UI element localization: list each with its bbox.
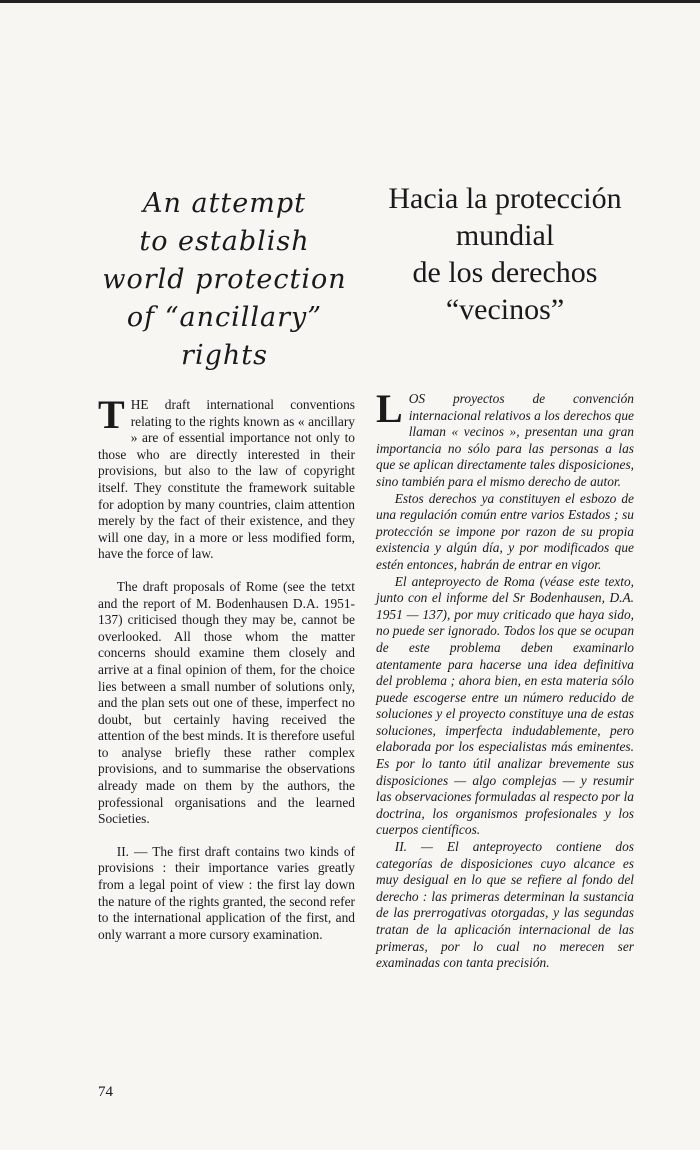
page-number: 74 [98,1084,113,1100]
spanish-paragraph-2: Estos derechos ya constituyen el esbozo de una regulación común entre varios Estados ; su protección se impone por razon de su propia existencia y algún día, y por modificados que estén entonces, habrán de entrar en vigor. [376,490,634,572]
english-title-line-4: of “ancillary” rights [126,302,323,371]
english-paragraph-1 [98,392,355,563]
english-paragraph-2: The draft proposals of Rome (see the tetxt and the report of M. Bodenhausen D.A. 1951-137) criticised though they may be, cannot be overlooked. All those whom the matter concerns should examine them closely and arrive at a final opinion of them, for the choice lies between a small number of solutions only, and the plan sets out one of these, imperfect no doubt, but certainly having received the attention of the best minds. It is therefore useful to analyse briefly these rather complex provisions, and to summarise the observations already made on them by the authors, the professional organisations and the learned Societies. [98,578,355,827]
spanish-title-line-3: de los derechos [412,256,598,289]
spanish-title-line-2: mundial [455,219,555,252]
spanish-title-line-1: Hacia la protección [388,182,622,215]
spanish-paragraph-3: El anteproyecto de Roma (véase este texto, junto con el informe del Sr Bodenhausen, D.A. 1951 — 137), por muy criticado que haya sido, no puede ser ignorado. Todos los que se ocupan de este problema deben examinarlo atentamente para hacerse una idea definitiva del problema ; ahora bien, en esta materia sólo puede escogerse entre un número reducido de soluciones y el proyecto constituye una de estas soluciones, imperfecta indudablemente, pero elaborada por los especialistas más eminentes. Es por lo tanto útil analizar brevemente sus disposiciones — algo complejas — y resumir las observaciones formuladas al respecto por la doctrina, los organismos profesionales y los cuerpos científicos. [376,573,635,838]
english-title [92,185,357,375]
spanish-column [376,386,635,972]
english-paragraph-1-text: HE draft international conventions relating to the rights known as « ancillary » are of essential importance not only to those who are directly interested in their provisions, but also to the law of copyright itself. They constitute the framework suitable for adoption by many countries, claim attention merely by the fact of their existence, and they will one day, in a more or less modified form, have the force of law. [98,397,355,562]
spanish-dropcap: L [376,386,403,431]
spanish-paragraph-1-text: OS proyectos de convención internacional relativos a los derechos que llaman « vecinos », presentan una gran importancia no sólo para las personas a las que se aplican directamente tales disposiciones, sino también para el mismo derecho de autor. [376,391,634,489]
english-title-line-1: An attempt [143,188,306,219]
spanish-title [385,180,625,328]
english-title-line-2: to establish [139,226,310,257]
english-title-line-3: world protection [102,264,347,295]
english-column [98,392,355,943]
english-paragraph-3: II. — The first draft contains two kinds of provisions : their importance varies greatly from a legal point of view : the first lay down the nature of the rights granted, the second refer to the international application of the first, and only warrant a more cursory examination. [98,843,355,942]
spanish-title-line-4: “vecinos” [445,293,565,326]
english-dropcap: T [98,392,125,437]
spanish-paragraph-4: II. — El anteproyecto contiene dos categorías de disposiciones cuyo alcance es muy desigual en lo que se refiere al fondo del derecho : las primeras determinan la sustancia de las prerrogativas otorgadas, y las segundas tratan de la aplicación internacional de las primeras, por lo cual no merecen ser examinadas con tanta precisión. [376,839,634,971]
top-rule [0,0,700,3]
spanish-paragraph-1 [376,386,634,491]
